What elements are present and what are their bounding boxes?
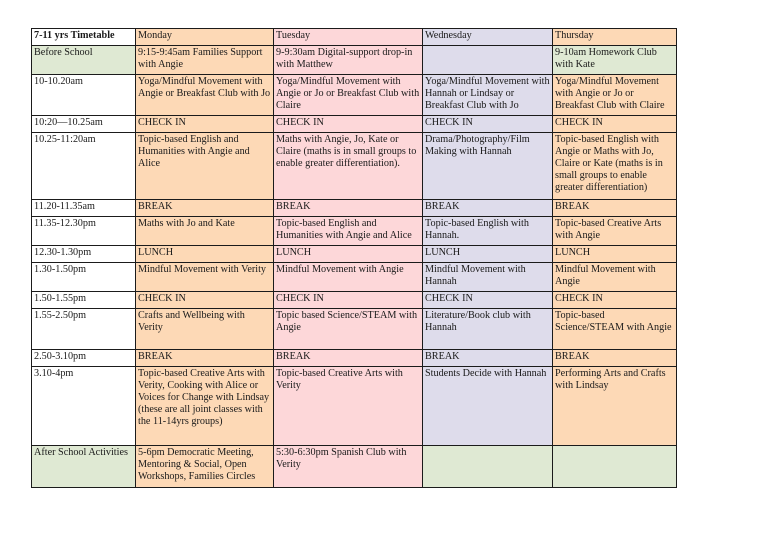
table-cell: LUNCH (553, 246, 677, 263)
table-row (32, 246, 677, 263)
table-row (32, 263, 677, 292)
table-cell: Yoga/Mindful Movement with Hannah or Lindsay or Breakfast Club with Jo (423, 75, 553, 116)
table-row (32, 200, 677, 217)
header-cell-monday: Monday (136, 29, 274, 46)
table-cell: Mindful Movement with Hannah (423, 263, 553, 292)
table-row (32, 116, 677, 133)
time-cell: 1.50-1.55pm (32, 292, 136, 309)
time-cell: 10.25-11:20am (32, 133, 136, 200)
table-cell: Topic-based Creative Arts with Angie (553, 217, 677, 246)
table-cell: LUNCH (274, 246, 423, 263)
header-cell-title: 7-11 yrs Timetable (32, 29, 136, 46)
table-cell: BREAK (136, 350, 274, 367)
time-cell: 10-10.20am (32, 75, 136, 116)
table-cell: Topic-based Creative Arts with Verity (274, 367, 423, 446)
table-cell: Yoga/Mindful Movement with Angie or Jo or Breakfast Club with Claire (274, 75, 423, 116)
header-cell-thursday: Thursday (553, 29, 677, 46)
time-cell: 11.20-11.35am (32, 200, 136, 217)
table-row (32, 217, 677, 246)
table-row (32, 446, 677, 488)
time-cell: Before School (32, 46, 136, 75)
time-cell: 10:20—10.25am (32, 116, 136, 133)
table-cell: BREAK (553, 350, 677, 367)
table-cell: Topic-based English and Humanities with Angie and Alice (274, 217, 423, 246)
table-cell: 9-9:30am Digital-support drop-in with Matthew (274, 46, 423, 75)
header-cell-wednesday: Wednesday (423, 29, 553, 46)
table-cell: BREAK (423, 200, 553, 217)
table-cell: CHECK IN (274, 292, 423, 309)
table-cell: CHECK IN (553, 292, 677, 309)
table-row (32, 75, 677, 116)
time-cell: 11.35-12.30pm (32, 217, 136, 246)
table-cell: CHECK IN (136, 116, 274, 133)
table-cell: Topic-based English with Angie or Maths with Jo, Claire or Kate (maths is in small groups to enable greater differentiation) (553, 133, 677, 200)
table-cell: LUNCH (136, 246, 274, 263)
table-cell: Maths with Jo and Kate (136, 217, 274, 246)
time-cell: 2.50-3.10pm (32, 350, 136, 367)
time-cell: After School Activities (32, 446, 136, 488)
table-cell: Students Decide with Hannah (423, 367, 553, 446)
table-cell: BREAK (423, 350, 553, 367)
table-cell: 5:30-6:30pm Spanish Club with Verity (274, 446, 423, 488)
table-cell (553, 446, 677, 488)
table-cell: Maths with Angie, Jo, Kate or Claire (maths is in small groups to enable greater differentiation). (274, 133, 423, 200)
table-cell: Topic-based English and Humanities with Angie and Alice (136, 133, 274, 200)
table-row (32, 46, 677, 75)
table-cell: Mindful Movement with Angie (553, 263, 677, 292)
table-cell (423, 446, 553, 488)
table-cell: CHECK IN (423, 292, 553, 309)
table-header-row (32, 29, 677, 46)
table-cell: Topic-based Science/STEAM with Angie (553, 309, 677, 350)
table-cell: BREAK (553, 200, 677, 217)
table-cell: Performing Arts and Crafts with Lindsay (553, 367, 677, 446)
table-cell: CHECK IN (136, 292, 274, 309)
time-cell: 12.30-1.30pm (32, 246, 136, 263)
table-row (32, 133, 677, 200)
table-cell: BREAK (274, 350, 423, 367)
table-cell: CHECK IN (423, 116, 553, 133)
time-cell: 1.55-2.50pm (32, 309, 136, 350)
table-cell: LUNCH (423, 246, 553, 263)
time-cell: 1.30-1.50pm (32, 263, 136, 292)
table-cell: 9:15-9:45am Families Support with Angie (136, 46, 274, 75)
table-cell: Drama/Photography/Film Making with Hannah (423, 133, 553, 200)
table-cell: Crafts and Wellbeing with Verity (136, 309, 274, 350)
table-cell: CHECK IN (553, 116, 677, 133)
table-cell: BREAK (274, 200, 423, 217)
table-cell: Mindful Movement with Verity (136, 263, 274, 292)
table-row (32, 350, 677, 367)
table-cell: 9-10am Homework Club with Kate (553, 46, 677, 75)
table-cell: Topic-based Creative Arts with Verity, Cooking with Alice or Voices for Change with Lindsay (these are all joint classes with the 11-14yrs groups) (136, 367, 274, 446)
table-cell: Topic based Science/STEAM with Angie (274, 309, 423, 350)
table-cell: Literature/Book club with Hannah (423, 309, 553, 350)
table-cell: BREAK (136, 200, 274, 217)
table-row (32, 309, 677, 350)
time-cell: 3.10-4pm (32, 367, 136, 446)
table-cell: Mindful Movement with Angie (274, 263, 423, 292)
table-cell (423, 46, 553, 75)
table-cell: Yoga/Mindful Movement with Angie or Breakfast Club with Jo (136, 75, 274, 116)
table-row (32, 292, 677, 309)
table-cell: Yoga/Mindful Movement with Angie or Jo or Breakfast Club with Claire (553, 75, 677, 116)
table-cell: CHECK IN (274, 116, 423, 133)
timetable (31, 28, 677, 488)
table-row (32, 367, 677, 446)
header-cell-tuesday: Tuesday (274, 29, 423, 46)
table-cell: 5-6pm Democratic Meeting, Mentoring & Social, Open Workshops, Families Circles (136, 446, 274, 488)
table-cell: Topic-based English with Hannah. (423, 217, 553, 246)
